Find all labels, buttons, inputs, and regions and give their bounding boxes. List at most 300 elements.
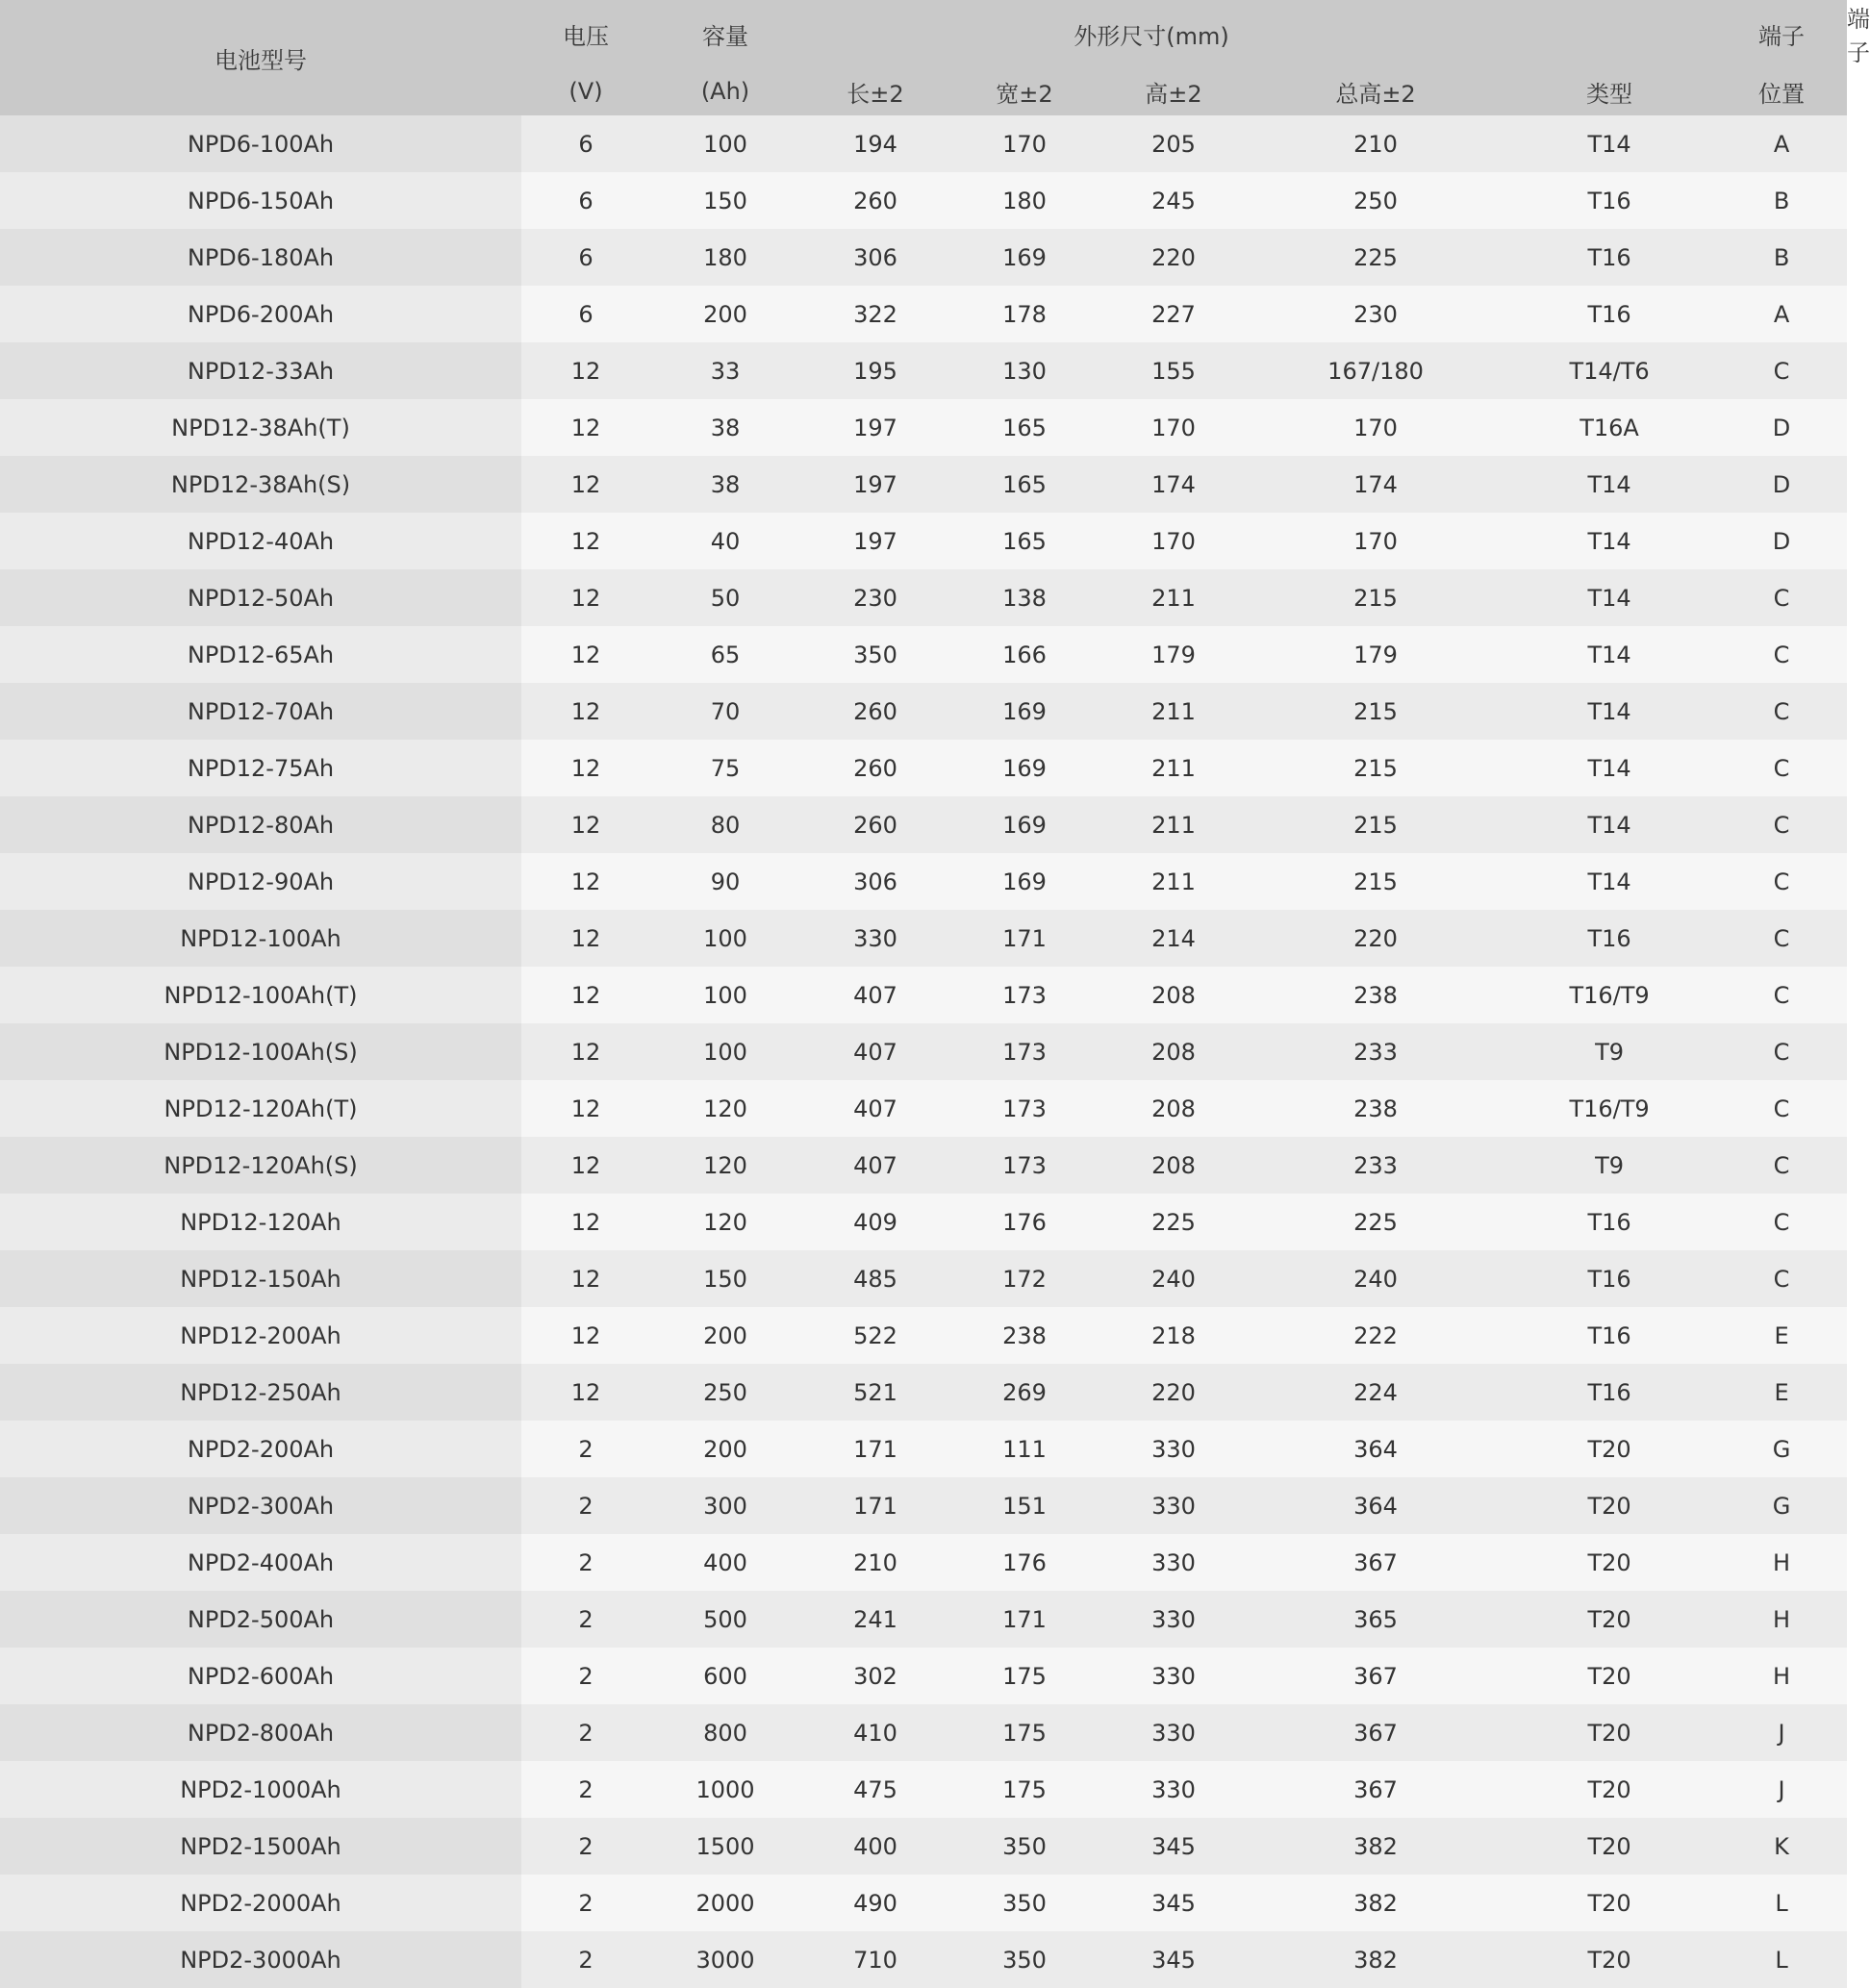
cell-terminal-position: J — [1716, 1761, 1847, 1818]
cell-terminal-type: T20 — [1503, 1591, 1716, 1648]
cell-model: NPD12-150Ah — [0, 1250, 521, 1307]
cell-length: 306 — [800, 853, 950, 910]
cell-height: 155 — [1099, 342, 1249, 399]
cell-capacity: 100 — [650, 1023, 800, 1080]
cell-voltage: 12 — [521, 1023, 650, 1080]
table-row — [0, 626, 1847, 683]
cell-capacity: 100 — [650, 115, 800, 172]
cell-height: 211 — [1099, 569, 1249, 626]
cell-height: 345 — [1099, 1818, 1249, 1875]
cell-model: NPD6-200Ah — [0, 286, 521, 342]
cell-terminal-position: C — [1716, 569, 1847, 626]
cell-length: 409 — [800, 1194, 950, 1250]
table-row — [0, 1250, 1847, 1307]
table-row — [0, 1818, 1847, 1875]
table-row — [0, 910, 1847, 967]
cell-total-height: 365 — [1249, 1591, 1503, 1648]
cell-width: 171 — [950, 910, 1099, 967]
cell-total-height: 367 — [1249, 1534, 1503, 1591]
cell-terminal-type: T14 — [1503, 853, 1716, 910]
cell-height: 208 — [1099, 1137, 1249, 1194]
table-row — [0, 1704, 1847, 1761]
cell-length: 350 — [800, 626, 950, 683]
cell-terminal-type: T16 — [1503, 1194, 1716, 1250]
table-row — [0, 1931, 1847, 1988]
cell-width: 111 — [950, 1421, 1099, 1477]
cell-voltage: 12 — [521, 853, 650, 910]
cell-capacity: 100 — [650, 967, 800, 1023]
cell-capacity: 400 — [650, 1534, 800, 1591]
table-row — [0, 1648, 1847, 1704]
cell-terminal-position: C — [1716, 796, 1847, 853]
cell-total-height: 220 — [1249, 910, 1503, 967]
cell-terminal-position: A — [1716, 115, 1847, 172]
cell-total-height: 222 — [1249, 1307, 1503, 1364]
cell-terminal-type: T16/T9 — [1503, 1080, 1716, 1137]
header-capacity-unit: (Ah) — [650, 67, 800, 115]
cell-height: 330 — [1099, 1761, 1249, 1818]
cell-voltage: 2 — [521, 1875, 650, 1931]
cell-height: 208 — [1099, 967, 1249, 1023]
cell-capacity: 120 — [650, 1194, 800, 1250]
cell-terminal-type: T16 — [1503, 229, 1716, 286]
cell-length: 194 — [800, 115, 950, 172]
cell-terminal-type: T16 — [1503, 1364, 1716, 1421]
cell-terminal-type: T14 — [1503, 456, 1716, 513]
cell-total-height: 210 — [1249, 115, 1503, 172]
cell-voltage: 2 — [521, 1477, 650, 1534]
cell-length: 260 — [800, 740, 950, 796]
cell-terminal-position: L — [1716, 1931, 1847, 1988]
cell-terminal-type: T14 — [1503, 740, 1716, 796]
cell-length: 260 — [800, 796, 950, 853]
cell-length: 407 — [800, 967, 950, 1023]
cell-width: 169 — [950, 229, 1099, 286]
table-row — [0, 1364, 1847, 1421]
cell-height: 227 — [1099, 286, 1249, 342]
cell-terminal-type: T16 — [1503, 1307, 1716, 1364]
cell-length: 407 — [800, 1137, 950, 1194]
cell-length: 475 — [800, 1761, 950, 1818]
cell-capacity: 150 — [650, 1250, 800, 1307]
cell-capacity: 1000 — [650, 1761, 800, 1818]
cell-capacity: 40 — [650, 513, 800, 569]
cell-voltage: 12 — [521, 1194, 650, 1250]
cell-capacity: 600 — [650, 1648, 800, 1704]
cell-height: 214 — [1099, 910, 1249, 967]
cell-terminal-type: T16 — [1503, 172, 1716, 229]
cell-voltage: 12 — [521, 1080, 650, 1137]
cell-total-height: 382 — [1249, 1818, 1503, 1875]
cell-capacity: 200 — [650, 1307, 800, 1364]
cell-terminal-position: D — [1716, 513, 1847, 569]
cell-terminal-position: C — [1716, 626, 1847, 683]
cell-height: 220 — [1099, 1364, 1249, 1421]
cell-total-height: 170 — [1249, 513, 1503, 569]
cell-total-height: 367 — [1249, 1761, 1503, 1818]
cell-total-height: 233 — [1249, 1023, 1503, 1080]
cell-voltage: 12 — [521, 513, 650, 569]
cell-model: NPD2-200Ah — [0, 1421, 521, 1477]
cell-terminal-type: T16A — [1503, 399, 1716, 456]
cell-model: NPD2-800Ah — [0, 1704, 521, 1761]
cell-model: NPD2-400Ah — [0, 1534, 521, 1591]
cell-voltage: 12 — [521, 456, 650, 513]
cell-model: NPD12-100Ah — [0, 910, 521, 967]
cell-length: 522 — [800, 1307, 950, 1364]
cell-capacity: 800 — [650, 1704, 800, 1761]
cell-width: 172 — [950, 1250, 1099, 1307]
cell-voltage: 12 — [521, 1250, 650, 1307]
cell-width: 170 — [950, 115, 1099, 172]
cell-capacity: 80 — [650, 796, 800, 853]
cell-model: NPD12-33Ah — [0, 342, 521, 399]
cell-total-height: 215 — [1249, 740, 1503, 796]
cell-model: NPD2-1500Ah — [0, 1818, 521, 1875]
cell-model: NPD12-120Ah — [0, 1194, 521, 1250]
table-body — [0, 115, 1847, 1988]
cell-terminal-position: K — [1716, 1818, 1847, 1875]
cell-length: 407 — [800, 1023, 950, 1080]
cell-capacity: 120 — [650, 1137, 800, 1194]
cell-length: 490 — [800, 1875, 950, 1931]
cell-model: NPD12-200Ah — [0, 1307, 521, 1364]
cell-total-height: 215 — [1249, 853, 1503, 910]
cell-terminal-type: T14 — [1503, 796, 1716, 853]
cell-width: 171 — [950, 1591, 1099, 1648]
cell-capacity: 33 — [650, 342, 800, 399]
cell-total-height: 367 — [1249, 1704, 1503, 1761]
table-row — [0, 1477, 1847, 1534]
cell-length: 197 — [800, 399, 950, 456]
cell-terminal-position: C — [1716, 683, 1847, 740]
cell-terminal-position: H — [1716, 1591, 1847, 1648]
cell-terminal-position: C — [1716, 1194, 1847, 1250]
cell-total-height: 367 — [1249, 1648, 1503, 1704]
cell-width: 130 — [950, 342, 1099, 399]
cell-height: 330 — [1099, 1648, 1249, 1704]
cell-model: NPD12-90Ah — [0, 853, 521, 910]
cell-voltage: 2 — [521, 1761, 650, 1818]
cell-height: 170 — [1099, 513, 1249, 569]
cell-width: 176 — [950, 1534, 1099, 1591]
table-row — [0, 399, 1847, 456]
header-terminal-position: 位置 — [1716, 67, 1847, 115]
header-voltage: 电压 — [521, 0, 650, 67]
cell-model: NPD2-3000Ah — [0, 1931, 521, 1988]
cell-capacity: 38 — [650, 399, 800, 456]
cell-terminal-position: H — [1716, 1648, 1847, 1704]
cell-height: 211 — [1099, 796, 1249, 853]
cell-width: 176 — [950, 1194, 1099, 1250]
cell-total-height: 179 — [1249, 626, 1503, 683]
cell-terminal-type: T14 — [1503, 569, 1716, 626]
cell-height: 218 — [1099, 1307, 1249, 1364]
cell-height: 345 — [1099, 1875, 1249, 1931]
cell-height: 208 — [1099, 1023, 1249, 1080]
cell-length: 260 — [800, 683, 950, 740]
cell-width: 165 — [950, 399, 1099, 456]
cell-terminal-position: E — [1716, 1364, 1847, 1421]
cell-length: 400 — [800, 1818, 950, 1875]
header-voltage-unit: (V) — [521, 67, 650, 115]
cell-total-height: 215 — [1249, 683, 1503, 740]
cell-length: 241 — [800, 1591, 950, 1648]
cell-capacity: 250 — [650, 1364, 800, 1421]
cell-length: 260 — [800, 172, 950, 229]
cell-capacity: 3000 — [650, 1931, 800, 1988]
cell-width: 169 — [950, 796, 1099, 853]
table-row — [0, 796, 1847, 853]
cell-total-height: 215 — [1249, 569, 1503, 626]
cell-voltage: 6 — [521, 286, 650, 342]
cell-terminal-position: H — [1716, 1534, 1847, 1591]
cell-model: NPD12-40Ah — [0, 513, 521, 569]
cell-total-height: 230 — [1249, 286, 1503, 342]
cell-terminal-position: J — [1716, 1704, 1847, 1761]
cell-capacity: 100 — [650, 910, 800, 967]
cell-capacity: 500 — [650, 1591, 800, 1648]
cell-height: 211 — [1099, 740, 1249, 796]
cell-voltage: 12 — [521, 796, 650, 853]
cell-model: NPD12-75Ah — [0, 740, 521, 796]
cell-height: 179 — [1099, 626, 1249, 683]
header-model: 电池型号 — [0, 0, 521, 115]
header-dimensions: 外形尺寸(mm) — [800, 0, 1503, 67]
cell-terminal-position: C — [1716, 967, 1847, 1023]
cell-total-height: 238 — [1249, 967, 1503, 1023]
cell-width: 173 — [950, 1023, 1099, 1080]
cell-voltage: 2 — [521, 1591, 650, 1648]
cell-capacity: 70 — [650, 683, 800, 740]
cell-terminal-type: T20 — [1503, 1704, 1716, 1761]
cell-length: 195 — [800, 342, 950, 399]
cell-terminal-type: T20 — [1503, 1818, 1716, 1875]
cell-model: NPD12-120Ah(S) — [0, 1137, 521, 1194]
cell-height: 174 — [1099, 456, 1249, 513]
cell-total-height: 167/180 — [1249, 342, 1503, 399]
cell-capacity: 300 — [650, 1477, 800, 1534]
cell-total-height: 170 — [1249, 399, 1503, 456]
cell-terminal-position: B — [1716, 172, 1847, 229]
cell-terminal-position: C — [1716, 910, 1847, 967]
cell-model: NPD2-2000Ah — [0, 1875, 521, 1931]
cell-length: 171 — [800, 1421, 950, 1477]
cell-voltage: 2 — [521, 1534, 650, 1591]
table-row — [0, 1761, 1847, 1818]
cell-width: 350 — [950, 1875, 1099, 1931]
cell-terminal-type: T16 — [1503, 1250, 1716, 1307]
cell-model: NPD12-38Ah(S) — [0, 456, 521, 513]
header-height: 高±2 — [1099, 67, 1249, 115]
cell-height: 220 — [1099, 229, 1249, 286]
cell-width: 175 — [950, 1761, 1099, 1818]
cell-width: 178 — [950, 286, 1099, 342]
cell-model: NPD6-180Ah — [0, 229, 521, 286]
cell-model: NPD12-120Ah(T) — [0, 1080, 521, 1137]
cell-capacity: 200 — [650, 286, 800, 342]
cell-model: NPD2-300Ah — [0, 1477, 521, 1534]
cell-voltage: 12 — [521, 342, 650, 399]
cell-voltage: 6 — [521, 172, 650, 229]
cell-total-height: 382 — [1249, 1931, 1503, 1988]
table-row — [0, 1591, 1847, 1648]
table-row — [0, 456, 1847, 513]
cell-model: NPD12-100Ah(T) — [0, 967, 521, 1023]
cell-model: NPD6-100Ah — [0, 115, 521, 172]
table-row — [0, 115, 1847, 172]
table-row — [0, 513, 1847, 569]
cell-length: 306 — [800, 229, 950, 286]
cell-terminal-type: T20 — [1503, 1875, 1716, 1931]
cell-terminal-position: A — [1716, 286, 1847, 342]
cell-terminal-type: T20 — [1503, 1477, 1716, 1534]
table-row — [0, 286, 1847, 342]
cell-width: 173 — [950, 1080, 1099, 1137]
cell-length: 407 — [800, 1080, 950, 1137]
cell-height: 330 — [1099, 1591, 1249, 1648]
cell-total-height: 364 — [1249, 1477, 1503, 1534]
cell-voltage: 2 — [521, 1818, 650, 1875]
cell-total-height: 364 — [1249, 1421, 1503, 1477]
cell-terminal-type: T14 — [1503, 626, 1716, 683]
cell-terminal-type: T14 — [1503, 683, 1716, 740]
cell-total-height: 250 — [1249, 172, 1503, 229]
cell-length: 210 — [800, 1534, 950, 1591]
cell-capacity: 90 — [650, 853, 800, 910]
table-row — [0, 853, 1847, 910]
cell-height: 211 — [1099, 853, 1249, 910]
cell-voltage: 2 — [521, 1648, 650, 1704]
cell-voltage: 12 — [521, 967, 650, 1023]
cell-total-height: 240 — [1249, 1250, 1503, 1307]
cell-width: 173 — [950, 967, 1099, 1023]
cell-total-height: 225 — [1249, 1194, 1503, 1250]
cell-height: 330 — [1099, 1534, 1249, 1591]
cell-voltage: 2 — [521, 1421, 650, 1477]
cell-voltage: 2 — [521, 1931, 650, 1988]
cell-width: 180 — [950, 172, 1099, 229]
cell-terminal-type: T9 — [1503, 1023, 1716, 1080]
cell-capacity: 200 — [650, 1421, 800, 1477]
table-header: 电池型号 电压 容量 外形尺寸(mm) 端子 端子 (V) (Ah) 长±2 宽±2 高±2 总高±2 类型 位置 — [0, 0, 1847, 115]
cell-length: 302 — [800, 1648, 950, 1704]
header-width: 宽±2 — [950, 67, 1099, 115]
cell-model: NPD12-65Ah — [0, 626, 521, 683]
cell-model: NPD12-38Ah(T) — [0, 399, 521, 456]
cell-width: 165 — [950, 513, 1099, 569]
cell-height: 330 — [1099, 1477, 1249, 1534]
table-row — [0, 229, 1847, 286]
cell-total-height: 215 — [1249, 796, 1503, 853]
cell-total-height: 233 — [1249, 1137, 1503, 1194]
cell-width: 169 — [950, 853, 1099, 910]
cell-voltage: 12 — [521, 626, 650, 683]
cell-voltage: 12 — [521, 740, 650, 796]
cell-voltage: 12 — [521, 569, 650, 626]
cell-terminal-type: T16 — [1503, 286, 1716, 342]
cell-height: 245 — [1099, 172, 1249, 229]
cell-capacity: 75 — [650, 740, 800, 796]
cell-length: 197 — [800, 456, 950, 513]
cell-terminal-position: C — [1716, 1080, 1847, 1137]
cell-terminal-position: C — [1716, 342, 1847, 399]
table-row — [0, 683, 1847, 740]
cell-terminal-position: C — [1716, 1137, 1847, 1194]
cell-capacity: 180 — [650, 229, 800, 286]
cell-terminal-position: G — [1716, 1421, 1847, 1477]
cell-model: NPD12-80Ah — [0, 796, 521, 853]
cell-length: 710 — [800, 1931, 950, 1988]
table-row — [0, 1194, 1847, 1250]
cell-voltage: 6 — [521, 115, 650, 172]
cell-height: 330 — [1099, 1704, 1249, 1761]
cell-total-height: 224 — [1249, 1364, 1503, 1421]
cell-terminal-type: T16/T9 — [1503, 967, 1716, 1023]
cell-terminal-position: C — [1716, 740, 1847, 796]
cell-voltage: 6 — [521, 229, 650, 286]
cell-length: 197 — [800, 513, 950, 569]
cell-capacity: 120 — [650, 1080, 800, 1137]
table-row — [0, 1137, 1847, 1194]
cell-width: 238 — [950, 1307, 1099, 1364]
cell-width: 169 — [950, 683, 1099, 740]
cell-length: 485 — [800, 1250, 950, 1307]
cell-model: NPD6-150Ah — [0, 172, 521, 229]
cell-terminal-type: T14 — [1503, 513, 1716, 569]
cell-voltage: 12 — [521, 1307, 650, 1364]
table-row — [0, 1534, 1847, 1591]
cell-model: NPD12-100Ah(S) — [0, 1023, 521, 1080]
cell-capacity: 150 — [650, 172, 800, 229]
cell-width: 350 — [950, 1931, 1099, 1988]
cell-height: 345 — [1099, 1931, 1249, 1988]
cell-total-height: 238 — [1249, 1080, 1503, 1137]
cell-model: NPD2-600Ah — [0, 1648, 521, 1704]
table-row — [0, 740, 1847, 796]
cell-terminal-type: T14/T6 — [1503, 342, 1716, 399]
cell-model: NPD2-1000Ah — [0, 1761, 521, 1818]
cell-terminal-position: C — [1716, 853, 1847, 910]
cell-width: 175 — [950, 1704, 1099, 1761]
table-row — [0, 1421, 1847, 1477]
cell-model: NPD12-250Ah — [0, 1364, 521, 1421]
cell-terminal-position: D — [1716, 399, 1847, 456]
cell-width: 151 — [950, 1477, 1099, 1534]
cell-width: 175 — [950, 1648, 1099, 1704]
cell-capacity: 2000 — [650, 1875, 800, 1931]
table-row — [0, 1023, 1847, 1080]
cell-voltage: 12 — [521, 910, 650, 967]
cell-width: 138 — [950, 569, 1099, 626]
table-row — [0, 1875, 1847, 1931]
table-row — [0, 1307, 1847, 1364]
cell-terminal-position: G — [1716, 1477, 1847, 1534]
cell-model: NPD12-50Ah — [0, 569, 521, 626]
table-row — [0, 1080, 1847, 1137]
header-total-height: 总高±2 — [1249, 67, 1503, 115]
cell-terminal-position: L — [1716, 1875, 1847, 1931]
cell-height: 240 — [1099, 1250, 1249, 1307]
cell-length: 322 — [800, 286, 950, 342]
header-capacity: 容量 — [650, 0, 800, 67]
cell-width: 269 — [950, 1364, 1099, 1421]
cell-length: 410 — [800, 1704, 950, 1761]
header-length: 长±2 — [800, 67, 950, 115]
cell-voltage: 12 — [521, 683, 650, 740]
cell-height: 170 — [1099, 399, 1249, 456]
cell-capacity: 50 — [650, 569, 800, 626]
